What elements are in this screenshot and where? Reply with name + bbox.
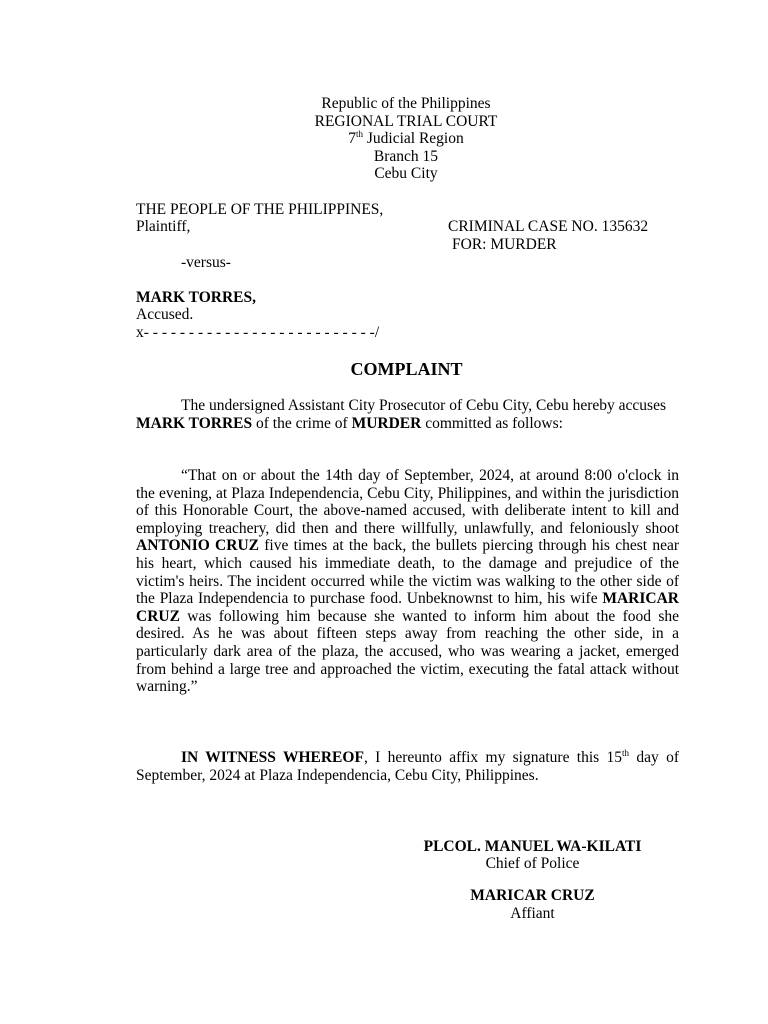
accused-role: Accused. [136,306,194,323]
branch: Branch 15 [373,148,439,165]
affiant-name: MARICAR CRUZ [470,887,595,904]
republic-line: Republic of the Philippines [321,95,491,112]
victim-bold: ANTONIO CRUZ [136,537,259,555]
accusation-paragraph: “That on or about the 14th day of September, 2024, at around 8:00 o'clock in the evening, at Plaza Independencia, Cebu City, Philippines, and within the jurisdiction of this Honorable Court, the above-named accused, with deliberate intent to kill and employing treachery, did then and there willfully, unlawfully, and feloniously shoot ANTONIO CRUZ five times at the back, the bullets piercing through his chest near his heart, which caused his immediate death, to the damage and prejudice of the victim's heirs. The incident occurred while the victim was walking to the other side of the Plaza Independencia to purchase food. Unbeknownst to him, his wife MARICAR CRUZ was following him because she wanted to inform him about the food she desired. As he was about fifteen steps away from reaching the other side, in a particularly dark area of the plaza, the accused, who was wearing a jacket, emerged from behind a large tree and approached the victim, executing the fatal attack without warning.” [136,467,680,696]
witness-paragraph: IN WITNESS WHEREOF, I hereunto affix my signature this 15th day of September, 2024 at Plaza Independencia, Cebu City, Philippines. [136,748,680,784]
caption-separator: x- - - - - - - - - - - - - - - - - - - - - - - - - -/ [136,324,380,341]
accused-bold: MARK TORRES [136,414,253,432]
affiant-title: Affiant [510,905,555,922]
case-number: CRIMINAL CASE NO. 135632 [448,218,649,235]
signatory-title: Chief of Police [485,855,580,872]
court-name: REGIONAL TRIAL COURT [314,113,498,130]
intro-paragraph: The undersigned Assistant City Prosecutor of Cebu City, Cebu hereby accuses MARK TORRES of the crime of MURDER committed as follows: [136,397,667,432]
judicial-region: 7th Judicial Region [348,129,464,147]
case-charge: FOR: MURDER [452,236,557,253]
crime-bold: MURDER [351,414,422,432]
signatory-name: PLCOL. MANUEL WA-KILATI [423,838,642,855]
versus: -versus- [181,254,231,271]
city: Cebu City [374,165,438,182]
document-title: COMPLAINT [350,359,463,379]
wife-bold: MARICAR CRUZ [136,590,679,625]
plaintiff-name: THE PEOPLE OF THE PHILIPPINES, [136,201,384,218]
accused-name: MARK TORRES, [136,289,257,306]
plaintiff-role: Plaintiff, [136,218,191,235]
